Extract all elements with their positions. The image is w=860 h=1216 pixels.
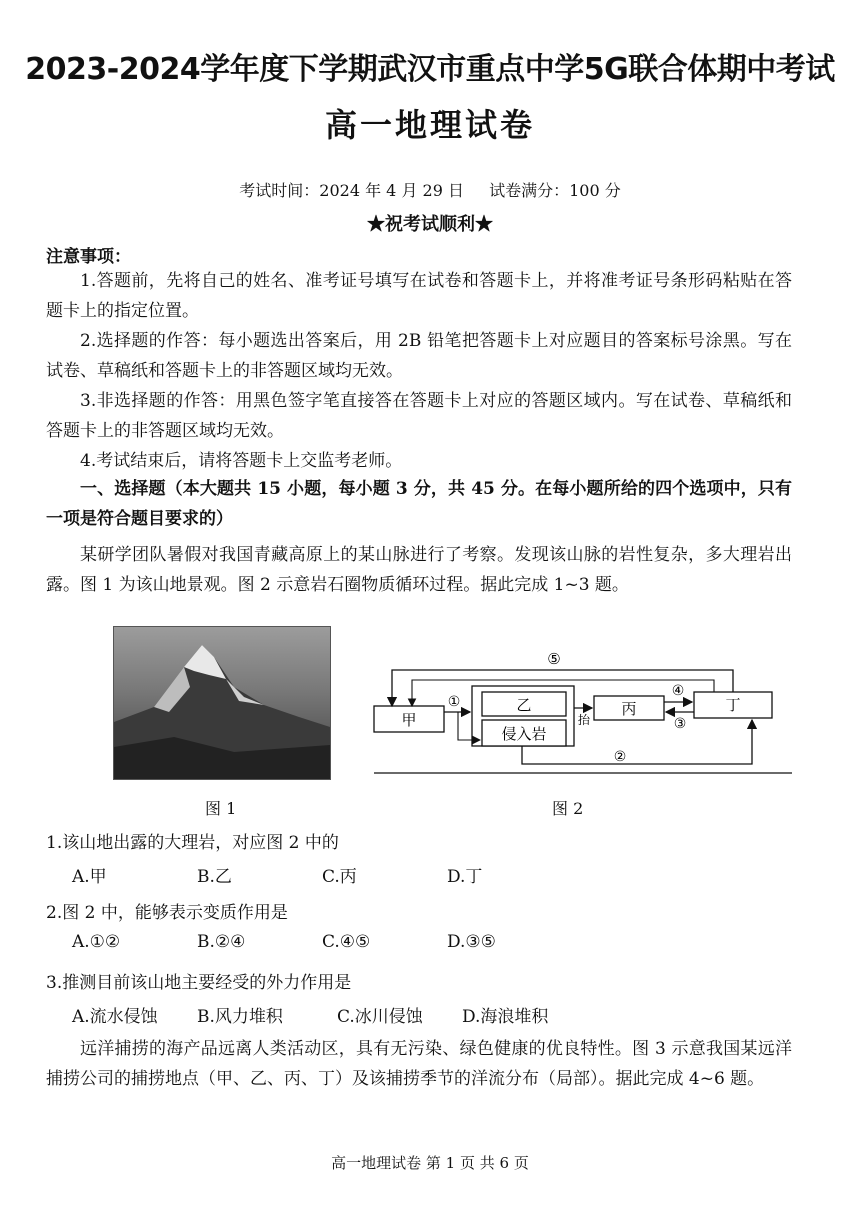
q2-option-b: B.②④ [197, 932, 246, 952]
question-1-stem: 1.该山地出露的大理岩，对应图 2 中的 [46, 833, 339, 853]
label-bing: 丙 [621, 700, 637, 718]
note-3: 3.非选择题的作答：用黑色签字笔直接答在答题卡上对应的答题区域内。写在试卷、草稿纸和答题卡上的非答题区域均无效。 [46, 391, 792, 441]
q1-option-a: A.甲 [72, 867, 107, 887]
q2-option-a: A.①② [72, 932, 121, 952]
notes-heading: 注意事项： [46, 247, 131, 267]
q3-option-b: B.风力堆积 [197, 1007, 283, 1027]
label-jia: 甲 [401, 711, 417, 729]
question-2-options [72, 932, 572, 952]
full-score: 试卷满分：100 分 [489, 181, 621, 200]
label-n2: ② [613, 749, 627, 765]
label-n3: ③ [673, 716, 687, 732]
q1-option-b: B.乙 [197, 867, 232, 887]
question-3-options [72, 1002, 792, 1027]
exam-meta [0, 178, 860, 201]
q1-option-c: C.丙 [322, 867, 357, 887]
label-n4: ④ [671, 683, 685, 699]
section-heading: 一、选择题（本大题共 15 小题，每小题 3 分，共 45 分。在每小题所给的四个选项中，只有一项是符合题目要求的） [46, 479, 792, 529]
passage-2: 远洋捕捞的海产品远离人类活动区，具有无污染、绿色健康的优良特性。图 3 示意我国某远洋捕捞公司的捕捞地点（甲、乙、丙、丁）及该捕捞季节的洋流分布（局部）。据此完成 4~6 题。 [46, 1039, 792, 1089]
figure-1-caption: 图 1 [205, 799, 237, 818]
question-1-options [72, 862, 572, 887]
page-footer: 高一地理试卷 第 1 页 共 6 页 [331, 1154, 529, 1172]
exam-time: 考试时间：2024 年 4 月 29 日 [239, 181, 464, 200]
q2-option-d: D.③⑤ [447, 932, 496, 952]
figure-2-caption: 图 2 [552, 799, 584, 818]
label-qinru: 侵入岩 [501, 725, 547, 743]
good-luck-line: ★祝考试顺利★ [367, 214, 493, 235]
note-1: 1.答题前，先将自己的姓名、准考证号填写在试卷和答题卡上，并将准考证号条形码粘贴在答题卡上的指定位置。 [46, 271, 792, 321]
note-2: 2.选择题的作答：每小题选出答案后，用 2B 铅笔把答题卡上对应题目的答案标号涂黑。写在试卷、草稿纸和答题卡上的非答题区域均无效。 [46, 331, 792, 381]
label-yi: 乙 [516, 696, 532, 714]
question-intro: 某研学团队暑假对我国青藏高原上的某山脉进行了考察。发现该山脉的岩性复杂，多大理岩出露。图 1 为该山地景观。图 2 示意岩石圈物质循环过程。据此完成 1~3 题。 [46, 545, 792, 595]
exam-title: 2023-2024学年度下学期武汉市重点中学5G联合体期中考试 [25, 52, 835, 87]
rock-cycle-diagram [362, 640, 802, 780]
question-3-stem: 3.推测目前该山地主要经受的外力作用是 [46, 973, 352, 993]
q2-option-c: C.④⑤ [322, 932, 371, 952]
label-n1: ① [447, 694, 461, 710]
q3-option-d: D.海浪堆积 [462, 1007, 549, 1027]
mountain-photo [113, 626, 331, 780]
question-2-stem: 2.图 2 中，能够表示变质作用是 [46, 903, 288, 923]
paper-subtitle: 高一地理试卷 [324, 106, 535, 144]
q1-option-d: D.丁 [447, 867, 483, 887]
label-n5: ⑤ [547, 650, 561, 668]
mountain-illustration [114, 627, 330, 779]
label-uplift: 抬 [578, 713, 591, 727]
q3-option-a: A.流水侵蚀 [72, 1007, 158, 1027]
note-4: 4.考试结束后，请将答题卡上交监考老师。 [80, 451, 403, 471]
q3-option-c: C.冰川侵蚀 [337, 1007, 423, 1027]
label-ding: 丁 [725, 696, 741, 714]
